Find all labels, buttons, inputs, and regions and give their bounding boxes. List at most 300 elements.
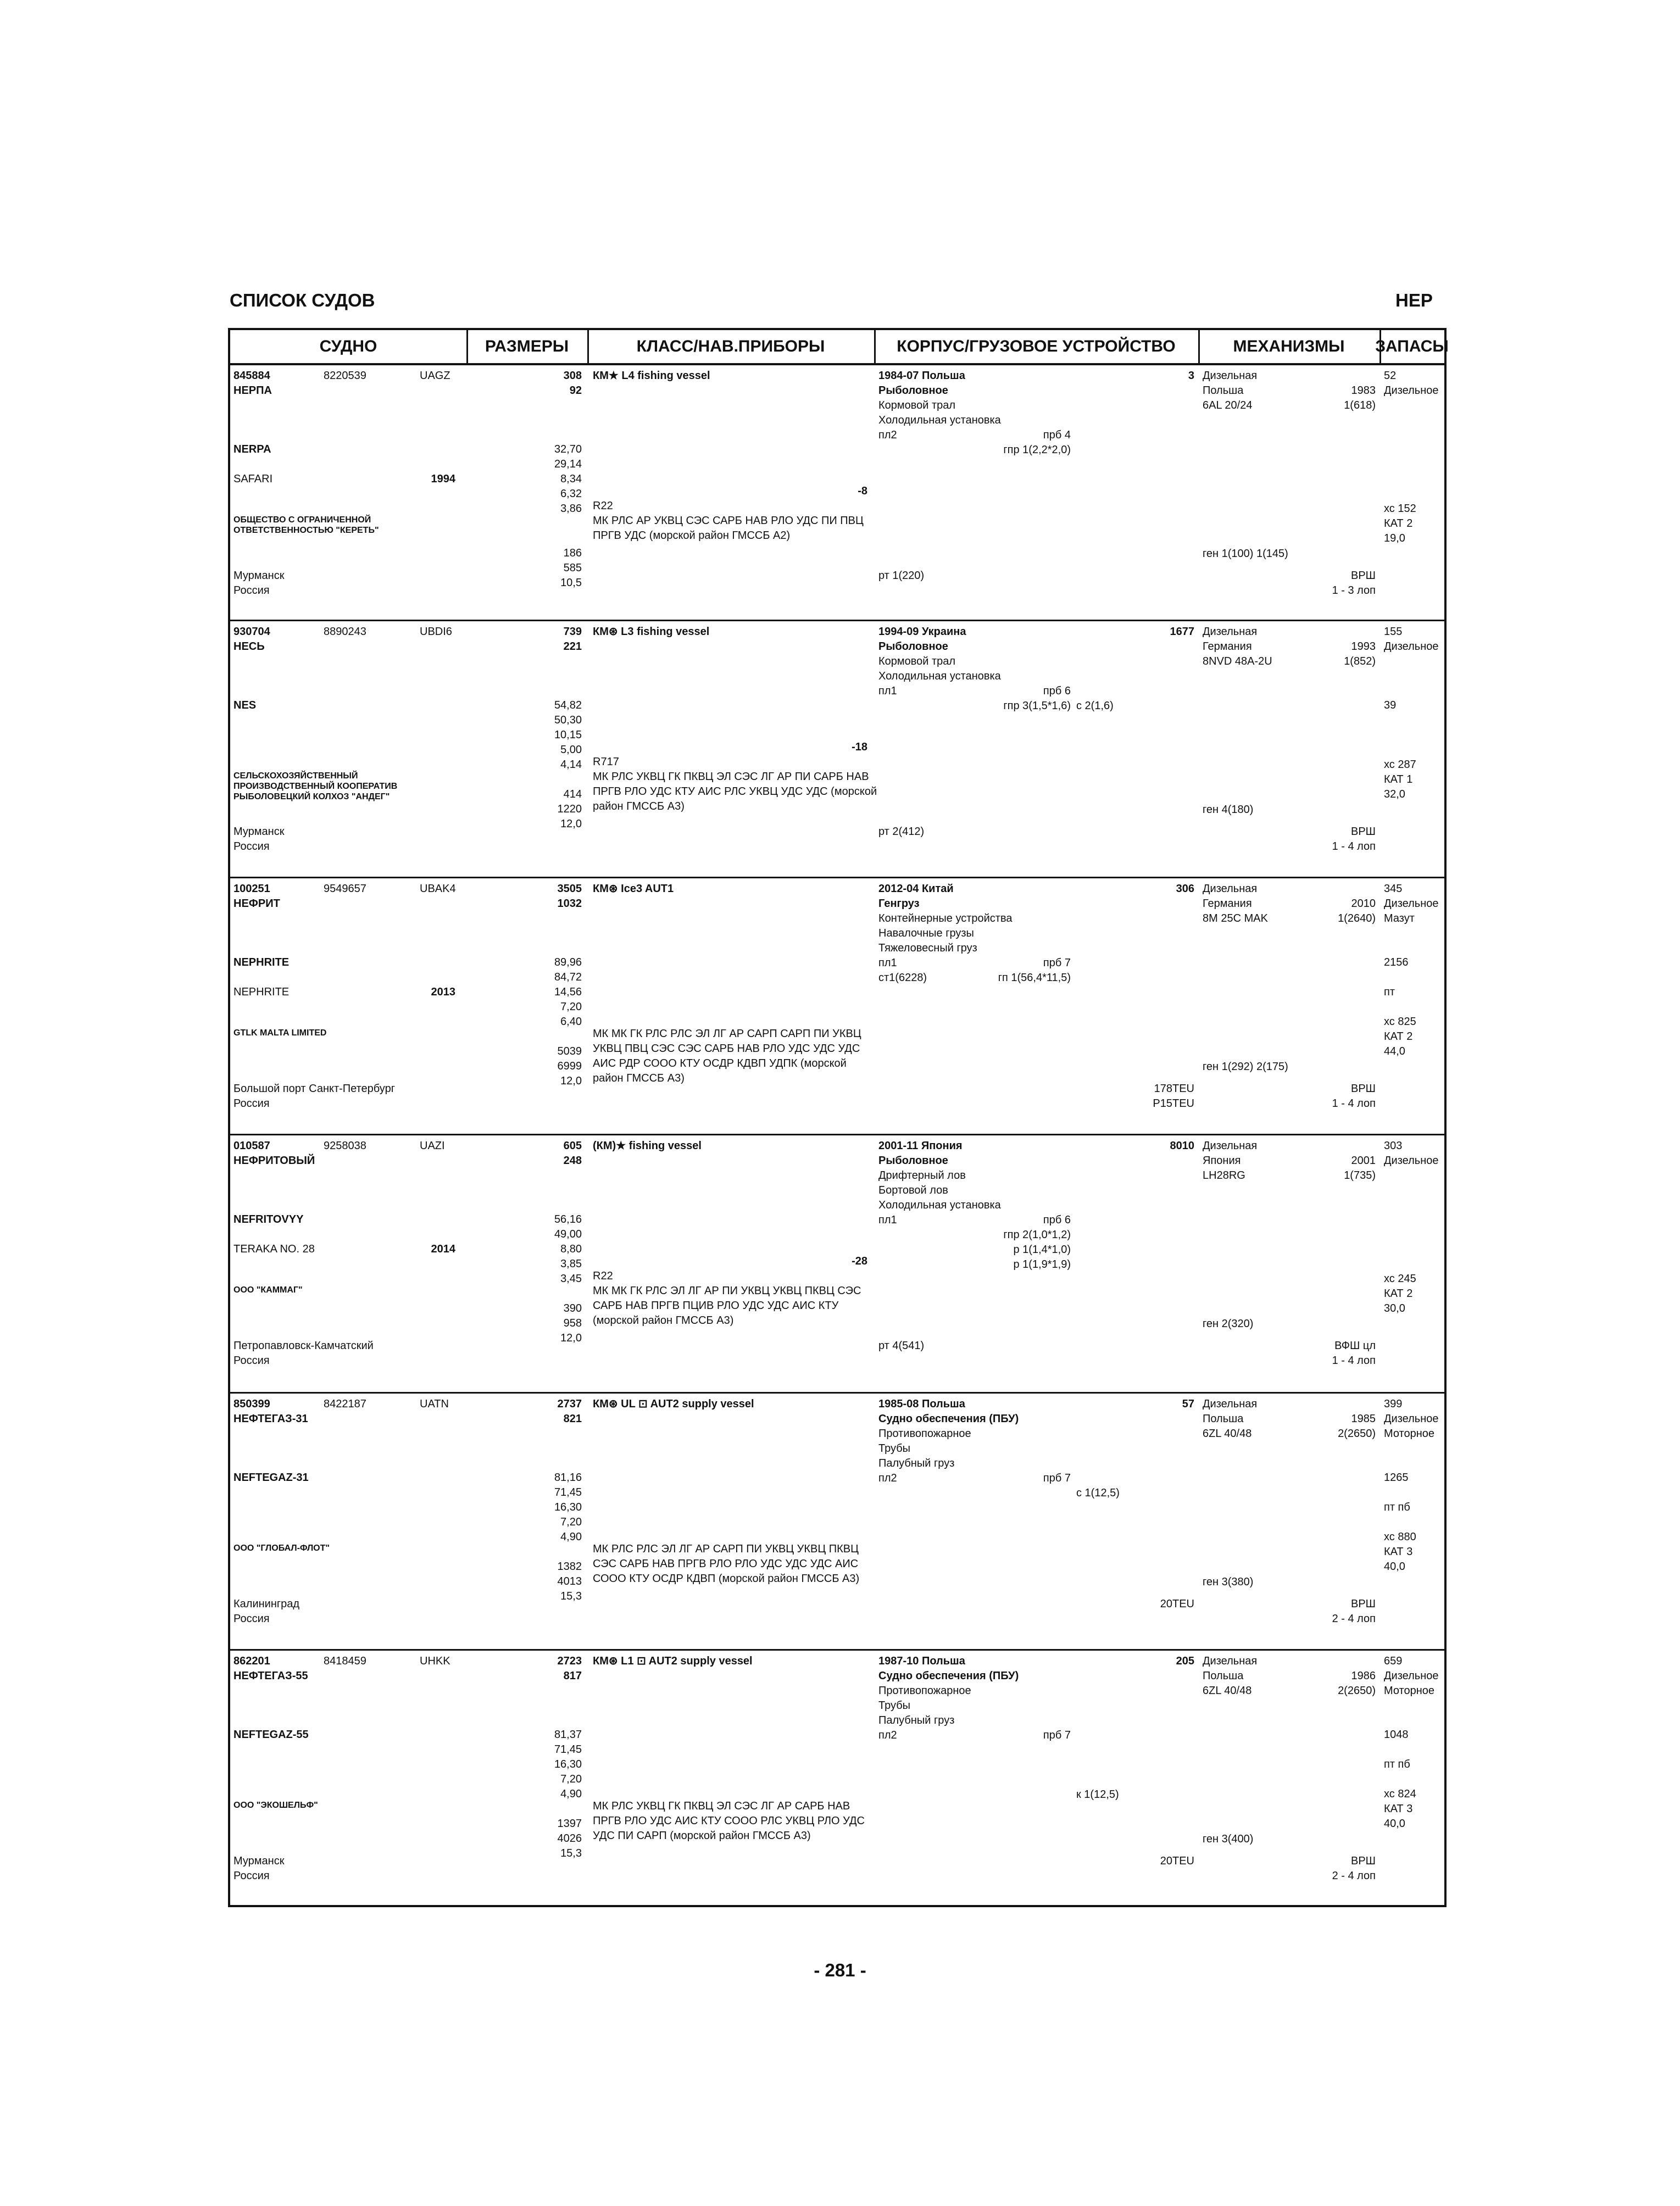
dimension-value: 16,30	[554, 1501, 582, 1513]
previous-name-year: 1994	[431, 473, 455, 485]
dimension-value: 3,45	[560, 1273, 582, 1285]
hull-number: 306	[1176, 883, 1194, 895]
ship-register-table	[228, 328, 1447, 1907]
imo-number: 8422187	[324, 1398, 366, 1410]
stores-value: 39	[1384, 699, 1397, 711]
hull-detail: к 1(12,5)	[1076, 1789, 1119, 1801]
gross-tonnage: 308	[563, 370, 582, 382]
dimension-value: 8,80	[560, 1243, 582, 1255]
hull-feature: Трубы	[878, 1442, 911, 1455]
ship-record	[230, 621, 1444, 878]
hull-feature: Трубы	[878, 1700, 911, 1712]
previous-name: SAFARI	[233, 473, 273, 485]
dimension-value: 4013	[557, 1575, 582, 1587]
hull-feature: Холодильная установка	[878, 670, 1001, 682]
build-date-country: 2012-04 Китай	[878, 883, 954, 895]
engine-year: 1993	[1351, 640, 1376, 653]
radio-code: R717	[593, 756, 619, 768]
home-port: Петропавловск-Камчатский	[233, 1340, 374, 1352]
dimension-value: 4,90	[560, 1531, 582, 1543]
build-date-country: 2001-11 Япония	[878, 1140, 963, 1152]
generator-detail: ген 1(292) 2(175)	[1203, 1061, 1288, 1073]
hull-feature: Рыболовное	[878, 1155, 948, 1167]
dimension-value: 1382	[557, 1561, 582, 1573]
generator-detail: ген 1(100) 1(145)	[1203, 548, 1288, 560]
dimension-value: 8,34	[560, 473, 582, 485]
engine-detail: 6ZL 40/48	[1203, 1428, 1252, 1440]
column-header-class: КЛАСС/НАВ.ПРИБОРЫ	[587, 330, 874, 365]
engine-detail: Дизельная	[1203, 370, 1258, 382]
engine-power: 1(618)	[1344, 399, 1376, 411]
hull-number: 205	[1176, 1655, 1194, 1667]
build-date-country: 1994-09 Украина	[878, 626, 966, 638]
hull-feature: Холодильная установка	[878, 1199, 1001, 1211]
hull-feature: Судно обеспечения (ПБУ)	[878, 1413, 1019, 1425]
hull-feature: Холодильная установка	[878, 414, 1001, 426]
container-capacity: 178TEU	[1154, 1083, 1194, 1095]
page-header-left: СПИСОК СУДОВ	[230, 290, 375, 310]
dimension-value: 89,96	[554, 956, 582, 968]
ship-name-latin: NES	[233, 699, 257, 711]
dimension-value: 81,16	[554, 1472, 582, 1484]
stores-value: 19,0	[1384, 532, 1405, 544]
hull-number: 1677	[1170, 626, 1194, 638]
stores-value: 1048	[1384, 1729, 1409, 1741]
engine-year: 1983	[1351, 385, 1376, 397]
dimension-value: 50,30	[554, 714, 582, 726]
generator-detail: ген 4(180)	[1203, 804, 1254, 816]
class-notation: КМ⊛ L3 fishing vessel	[593, 626, 710, 638]
engine-power: 1(852)	[1344, 655, 1376, 667]
radio-code: R22	[593, 500, 613, 512]
dimension-value: 12,0	[560, 1075, 582, 1087]
hull-detail: гпр 3(1,5*1,6)	[1003, 700, 1071, 712]
ice-class-temperature: -18	[852, 741, 867, 753]
registry-number: 850399	[233, 1398, 270, 1410]
dimension-value: 3,86	[560, 503, 582, 515]
stores-value: хс 287	[1384, 759, 1416, 771]
ship-record	[230, 365, 1444, 621]
stores-value: 40,0	[1384, 1818, 1405, 1830]
hull-detail: прб 6	[1043, 685, 1071, 697]
hull-feature: Контейнерные устройства	[878, 912, 1013, 924]
stores-value: КАТ 3	[1384, 1803, 1413, 1815]
registry-number: 930704	[233, 626, 270, 638]
hull-feature: Дрифтерный лов	[878, 1169, 966, 1182]
column-divider	[874, 330, 876, 365]
column-divider	[1379, 330, 1381, 365]
dimension-value: 3,85	[560, 1258, 582, 1270]
hull-detail: пл2	[878, 1472, 897, 1484]
hull-number: 8010	[1170, 1140, 1194, 1152]
engine-detail: Польша	[1203, 385, 1244, 397]
navigation-equipment: МК РЛС РЛС ЭЛ ЛГ АР САРП ПИ УКВЦ УКВЦ ПКВЦ СЭС САРБ НАВ ПРГВ РЛО РЛО УДС УДС УДС АИС СООО КТУ ОСДР КДВП (морской район ГМССБ А3)	[593, 1543, 860, 1585]
hull-detail: пл2	[878, 1729, 897, 1741]
owner-name: ОБЩЕСТВО С ОГРАНИЧЕННОЙ ОТВЕТСТВЕННОСТЬЮ "КЕРЕТЬ"	[233, 515, 379, 535]
engine-detail: 6ZL 40/48	[1203, 1685, 1252, 1697]
stores-value: Дизельное	[1384, 640, 1439, 653]
page-number: - 281 -	[814, 1960, 866, 1980]
dimension-value: 12,0	[560, 1332, 582, 1344]
call-sign: UBAK4	[420, 883, 456, 895]
dimension-value: 585	[563, 562, 582, 574]
dimension-value: 54,82	[554, 699, 582, 711]
engine-detail: 8M 25C MAK	[1203, 912, 1268, 924]
stores-value: хс 825	[1384, 1016, 1416, 1028]
engine-detail: LH28RG	[1203, 1169, 1245, 1182]
registry-number: 845884	[233, 370, 270, 382]
build-date-country: 1987-10 Польша	[878, 1655, 965, 1667]
ship-record	[230, 878, 1444, 1135]
hull-feature: Бортовой лов	[878, 1184, 948, 1196]
imo-number: 9258038	[324, 1140, 366, 1152]
dimension-value: 7,20	[560, 1516, 582, 1528]
hull-detail: пл1	[878, 685, 897, 697]
engine-detail: 6AL 20/24	[1203, 399, 1253, 411]
hull-detail: прб 7	[1043, 957, 1071, 969]
dimension-value: 71,45	[554, 1743, 582, 1756]
ship-name: НЕФТЕГАЗ-31	[233, 1413, 308, 1425]
stores-value: 40,0	[1384, 1561, 1405, 1573]
hull-feature: Рыболовное	[878, 640, 948, 653]
stores-value: КАТ 1	[1384, 773, 1413, 786]
gross-tonnage: 2723	[557, 1655, 582, 1667]
stores-value: 155	[1384, 626, 1403, 638]
class-notation: КМ⊛ L1 ⊡ AUT2 supply vessel	[593, 1655, 753, 1667]
generator-detail: ген 3(380)	[1203, 1576, 1254, 1588]
owner-name: СЕЛЬСКОХОЗЯЙСТВЕННЫЙ ПРОИЗВОДСТВЕННЫЙ КООПЕРАТИВ РЫБОЛОВЕЦКИЙ КОЛХОЗ "АНДЕГ"	[233, 771, 398, 801]
dimension-value: 16,30	[554, 1758, 582, 1770]
propeller-blades: 2 - 4 лоп	[1332, 1613, 1376, 1625]
stores-value: Моторное	[1384, 1428, 1435, 1440]
propeller-type: ВРШ	[1350, 570, 1376, 582]
flag-country: Россия	[233, 1098, 270, 1110]
dimension-value: 414	[563, 788, 582, 800]
dimension-value: 10,5	[560, 577, 582, 589]
hull-detail: прб 7	[1043, 1472, 1071, 1484]
engine-detail: Дизельная	[1203, 626, 1258, 638]
hull-feature: Судно обеспечения (ПБУ)	[878, 1670, 1019, 1682]
ship-name: НЕФРИТОВЫЙ	[233, 1155, 315, 1167]
container-capacity: 20TEU	[1160, 1855, 1194, 1867]
radio-code: R22	[593, 1270, 613, 1282]
home-port: Мурманск	[233, 826, 285, 838]
dimension-value: 1220	[557, 803, 582, 815]
navigation-equipment: МК РЛС АР УКВЦ СЭС САРБ НАВ РЛО УДС ПИ ПВЦ ПРГВ УДС (морской район ГМССБ А2)	[593, 515, 864, 542]
hull-detail: прб 4	[1043, 429, 1071, 441]
hull-detail: пл2	[878, 429, 897, 441]
stores-value: Дизельное	[1384, 385, 1439, 397]
gross-tonnage: 3505	[557, 883, 582, 895]
dimension-value: 4026	[557, 1832, 582, 1845]
stores-value: 399	[1384, 1398, 1403, 1410]
imo-number: 9549657	[324, 883, 366, 895]
previous-name: TERAKA NO. 28	[233, 1243, 315, 1255]
stores-value: пт пб	[1384, 1758, 1410, 1770]
engine-power: 2(2650)	[1338, 1428, 1376, 1440]
flag-country: Россия	[233, 840, 270, 853]
gross-tonnage: 605	[563, 1140, 582, 1152]
navigation-equipment: МК МК ГК РЛС РЛС ЭЛ ЛГ АР САРП САРП ПИ УКВЦ УКВЦ ПВЦ СЭС СЭС САРБ НАВ РЛО УДС УДС УДС АИС РДР СООО КТУ ОСДР КДВП УДПК (морской район ГМССБ А3)	[593, 1028, 861, 1084]
stores-value: 659	[1384, 1655, 1403, 1667]
net-tonnage: 221	[563, 640, 582, 653]
owner-name: GTLK MALTA LIMITED	[233, 1028, 327, 1038]
ship-record	[230, 1135, 1444, 1394]
stores-value: КАТ 2	[1384, 517, 1413, 530]
registry-number: 862201	[233, 1655, 270, 1667]
propeller-type: ВФШ цл	[1334, 1340, 1376, 1352]
class-notation: КМ⊛ UL ⊡ AUT2 supply vessel	[593, 1398, 754, 1410]
refrigerated-capacity: рт 2(412)	[878, 826, 925, 838]
dimension-value: 81,37	[554, 1729, 582, 1741]
ship-name: НЕФРИТ	[233, 898, 280, 910]
dimension-value: 958	[563, 1317, 582, 1329]
stores-value: хс 152	[1384, 503, 1416, 515]
dimension-value: 6,40	[560, 1016, 582, 1028]
column-header-hull: КОРПУС/ГРУЗОВОЕ УСТРОЙСТВО	[874, 330, 1198, 365]
owner-name: ООО "ЭКОШЕЛЬФ"	[233, 1801, 318, 1810]
engine-detail: Германия	[1203, 640, 1252, 653]
class-notation: КМ⊛ Ice3 AUT1	[593, 883, 674, 895]
gross-tonnage: 739	[563, 626, 582, 638]
refrigerated-capacity: рт 1(220)	[878, 570, 925, 582]
home-port: Мурманск	[233, 1855, 285, 1867]
engine-power: 2(2650)	[1338, 1685, 1376, 1697]
dimension-value: 32,70	[554, 443, 582, 455]
dimension-value: 71,45	[554, 1486, 582, 1498]
engine-year: 2010	[1351, 898, 1376, 910]
hull-detail: гпр 2(1,0*1,2)	[1003, 1229, 1071, 1241]
ice-class-temperature: -8	[858, 485, 867, 497]
column-header-dimensions: РАЗМЕРЫ	[466, 330, 587, 365]
engine-detail: Япония	[1203, 1155, 1241, 1167]
flag-country: Россия	[233, 1613, 270, 1625]
stores-value: 303	[1384, 1140, 1403, 1152]
refrigerated-capacity: рт 4(541)	[878, 1340, 925, 1352]
owner-name: ООО "ГЛОБАЛ-ФЛОТ"	[233, 1544, 330, 1553]
dimension-value: 4,14	[560, 759, 582, 771]
dimension-value: 12,0	[560, 818, 582, 830]
hull-feature: Противопожарное	[878, 1685, 971, 1697]
column-divider	[1198, 330, 1200, 365]
home-port: Большой порт Санкт-Петербург	[233, 1083, 396, 1095]
imo-number: 8418459	[324, 1655, 366, 1667]
hull-detail: гп 1(56,4*11,5)	[998, 972, 1071, 984]
ice-class-temperature: -28	[852, 1255, 867, 1267]
dimension-value: 5,00	[560, 744, 582, 756]
stores-value: 32,0	[1384, 788, 1405, 800]
ship-name-latin: NEFTEGAZ-55	[233, 1729, 309, 1741]
engine-year: 1986	[1351, 1670, 1376, 1682]
call-sign: UATN	[420, 1398, 449, 1410]
propeller-type: ВРШ	[1350, 1855, 1376, 1867]
hull-feature: Рыболовное	[878, 385, 948, 397]
net-tonnage: 248	[563, 1155, 582, 1167]
navigation-equipment: МК РЛС УКВЦ ГК ПКВЦ ЭЛ СЭС ЛГ АР ПИ САРБ НАВ ПРГВ РЛО УДС КТУ АИС РЛС УКВЦ УДС УДС (морской район ГМССБ А3)	[593, 771, 877, 812]
ship-name-latin: NEFTEGAZ-31	[233, 1472, 309, 1484]
page-header-right: НЕР	[1395, 290, 1433, 310]
engine-detail: Польша	[1203, 1413, 1244, 1425]
propeller-blades: 1 - 4 лоп	[1332, 1355, 1376, 1367]
stores-value: пт	[1384, 986, 1395, 998]
stores-value: 1265	[1384, 1472, 1409, 1484]
dimension-value: 14,56	[554, 986, 582, 998]
hull-feature: Палубный груз	[878, 1457, 955, 1469]
hull-number: 3	[1188, 370, 1194, 382]
ship-name-latin: NERPA	[233, 443, 271, 455]
build-date-country: 1984-07 Польша	[878, 370, 965, 382]
engine-year: 2001	[1351, 1155, 1376, 1167]
dimension-value: 56,16	[554, 1213, 582, 1225]
engine-detail: Дизельная	[1203, 1140, 1258, 1152]
registry-number: 010587	[233, 1140, 270, 1152]
imo-number: 8890243	[324, 626, 366, 638]
hull-feature: Кормовой трал	[878, 655, 956, 667]
stores-value: Дизельное	[1384, 1413, 1439, 1425]
stores-value: КАТ 2	[1384, 1030, 1413, 1043]
stores-value: 44,0	[1384, 1045, 1405, 1057]
column-divider	[466, 330, 468, 365]
stores-value: Моторное	[1384, 1685, 1435, 1697]
stores-value: 2156	[1384, 956, 1409, 968]
container-capacity: P15TEU	[1153, 1098, 1194, 1110]
hull-detail: пл1	[878, 957, 897, 969]
hull-number: 57	[1182, 1398, 1194, 1410]
navigation-equipment: МК МК ГК РЛС ЭЛ ЛГ АР ПИ УКВЦ УКВЦ ПКВЦ СЭС САРБ НАВ ПРГВ ПЦИВ РЛО УДС УДС АИС КТУ (морской район ГМССБ А3)	[593, 1285, 861, 1327]
previous-name-year: 2013	[431, 986, 455, 998]
dimension-value: 5039	[557, 1045, 582, 1057]
column-header-machinery: МЕХАНИЗМЫ	[1198, 330, 1379, 365]
ship-name-latin: NEFRITOVYY	[233, 1213, 304, 1225]
stores-value: 30,0	[1384, 1302, 1405, 1314]
propeller-type: ВРШ	[1350, 1598, 1376, 1610]
hull-detail: ст1(6228)	[878, 972, 927, 984]
ship-name: НЕФТЕГАЗ-55	[233, 1670, 308, 1682]
hull-detail: прб 6	[1043, 1214, 1071, 1226]
hull-feature: Навалочные грузы	[878, 927, 974, 939]
flag-country: Россия	[233, 1870, 270, 1882]
stores-value: хс 824	[1384, 1788, 1416, 1800]
dimension-value: 186	[563, 547, 582, 559]
column-header-ship: СУДНО	[230, 330, 466, 365]
generator-detail: ген 2(320)	[1203, 1318, 1254, 1330]
hull-feature: Палубный груз	[878, 1714, 955, 1726]
gross-tonnage: 2737	[557, 1398, 582, 1410]
net-tonnage: 817	[563, 1670, 582, 1682]
stores-value: КАТ 3	[1384, 1546, 1413, 1558]
stores-value: 52	[1384, 370, 1397, 382]
hull-feature: Кормовой трал	[878, 399, 956, 411]
hull-feature: Противопожарное	[878, 1428, 971, 1440]
dimension-value: 1397	[557, 1818, 582, 1830]
hull-detail: с 2(1,6)	[1076, 700, 1114, 712]
dimension-value: 6,32	[560, 488, 582, 500]
engine-detail: Германия	[1203, 898, 1252, 910]
dimension-value: 7,20	[560, 1001, 582, 1013]
propeller-type: ВРШ	[1350, 826, 1376, 838]
previous-name: NEPHRITE	[233, 986, 290, 998]
propeller-blades: 1 - 4 лоп	[1332, 1098, 1376, 1110]
ship-name: НЕРПА	[233, 385, 272, 397]
column-header-stores: ЗАПАСЫ	[1379, 330, 1444, 365]
stores-value: Дизельное	[1384, 1155, 1439, 1167]
engine-detail: 8NVD 48A-2U	[1203, 655, 1272, 667]
stores-value: Мазут	[1384, 912, 1415, 924]
generator-detail: ген 3(400)	[1203, 1833, 1254, 1845]
hull-detail: прб 7	[1043, 1729, 1071, 1741]
navigation-equipment: МК РЛС УКВЦ ГК ПКВЦ ЭЛ СЭС ЛГ АР САРБ НАВ ПРГВ РЛО УДС АИС КТУ СООО РЛС УКВЦ РЛО УДС УДС ПИ САРП (морской район ГМССБ А3)	[593, 1800, 865, 1842]
propeller-blades: 1 - 4 лоп	[1332, 840, 1376, 853]
engine-detail: Дизельная	[1203, 883, 1258, 895]
class-notation: (КМ)★ fishing vessel	[593, 1140, 702, 1152]
net-tonnage: 92	[569, 385, 582, 397]
call-sign: UAGZ	[420, 370, 450, 382]
propeller-blades: 2 - 4 лоп	[1332, 1870, 1376, 1882]
dimension-value: 10,15	[554, 729, 582, 741]
owner-name: ООО "КАММАГ"	[233, 1285, 303, 1295]
hull-feature: Тяжеловесный груз	[878, 942, 977, 954]
flag-country: Россия	[233, 1355, 270, 1367]
dimension-value: 4,90	[560, 1788, 582, 1800]
dimension-value: 29,14	[554, 458, 582, 470]
hull-feature: Генгруз	[878, 898, 920, 910]
stores-value: Дизельное	[1384, 898, 1439, 910]
home-port: Мурманск	[233, 570, 285, 582]
engine-detail: Дизельная	[1203, 1655, 1258, 1667]
dimension-value: 390	[563, 1302, 582, 1314]
hull-detail: р 1(1,9*1,9)	[1013, 1258, 1071, 1271]
stores-value: хс 880	[1384, 1531, 1416, 1543]
home-port: Калининград	[233, 1598, 300, 1610]
stores-value: хс 245	[1384, 1273, 1416, 1285]
dimension-value: 15,3	[560, 1590, 582, 1602]
ship-name: НЕСЬ	[233, 640, 265, 653]
engine-detail: Дизельная	[1203, 1398, 1258, 1410]
engine-power: 1(735)	[1344, 1169, 1376, 1182]
build-date-country: 1985-08 Польша	[878, 1398, 965, 1410]
dimension-value: 15,3	[560, 1847, 582, 1859]
call-sign: UAZI	[420, 1140, 445, 1152]
class-notation: КМ★ L4 fishing vessel	[593, 370, 710, 382]
flag-country: Россия	[233, 584, 270, 597]
call-sign: UBDI6	[420, 626, 452, 638]
stores-value: пт пб	[1384, 1501, 1410, 1513]
engine-detail: Польша	[1203, 1670, 1244, 1682]
engine-power: 1(2640)	[1338, 912, 1376, 924]
stores-value: 345	[1384, 883, 1403, 895]
hull-detail: гпр 1(2,2*2,0)	[1003, 444, 1071, 456]
registry-number: 100251	[233, 883, 270, 895]
engine-year: 1985	[1351, 1413, 1376, 1425]
hull-detail: с 1(12,5)	[1076, 1487, 1120, 1499]
ship-record	[230, 1394, 1444, 1651]
call-sign: UHKK	[420, 1655, 450, 1667]
stores-value: КАТ 2	[1384, 1288, 1413, 1300]
propeller-type: ВРШ	[1350, 1083, 1376, 1095]
dimension-value: 7,20	[560, 1773, 582, 1785]
hull-detail: р 1(1,4*1,0)	[1013, 1244, 1071, 1256]
dimension-value: 49,00	[554, 1228, 582, 1240]
propeller-blades: 1 - 3 лоп	[1332, 584, 1376, 597]
dimension-value: 6999	[557, 1060, 582, 1072]
imo-number: 8220539	[324, 370, 366, 382]
column-divider	[587, 330, 589, 365]
previous-name-year: 2014	[431, 1243, 455, 1255]
hull-detail: пл1	[878, 1214, 897, 1226]
net-tonnage: 821	[563, 1413, 582, 1425]
net-tonnage: 1032	[557, 898, 582, 910]
container-capacity: 20TEU	[1160, 1598, 1194, 1610]
